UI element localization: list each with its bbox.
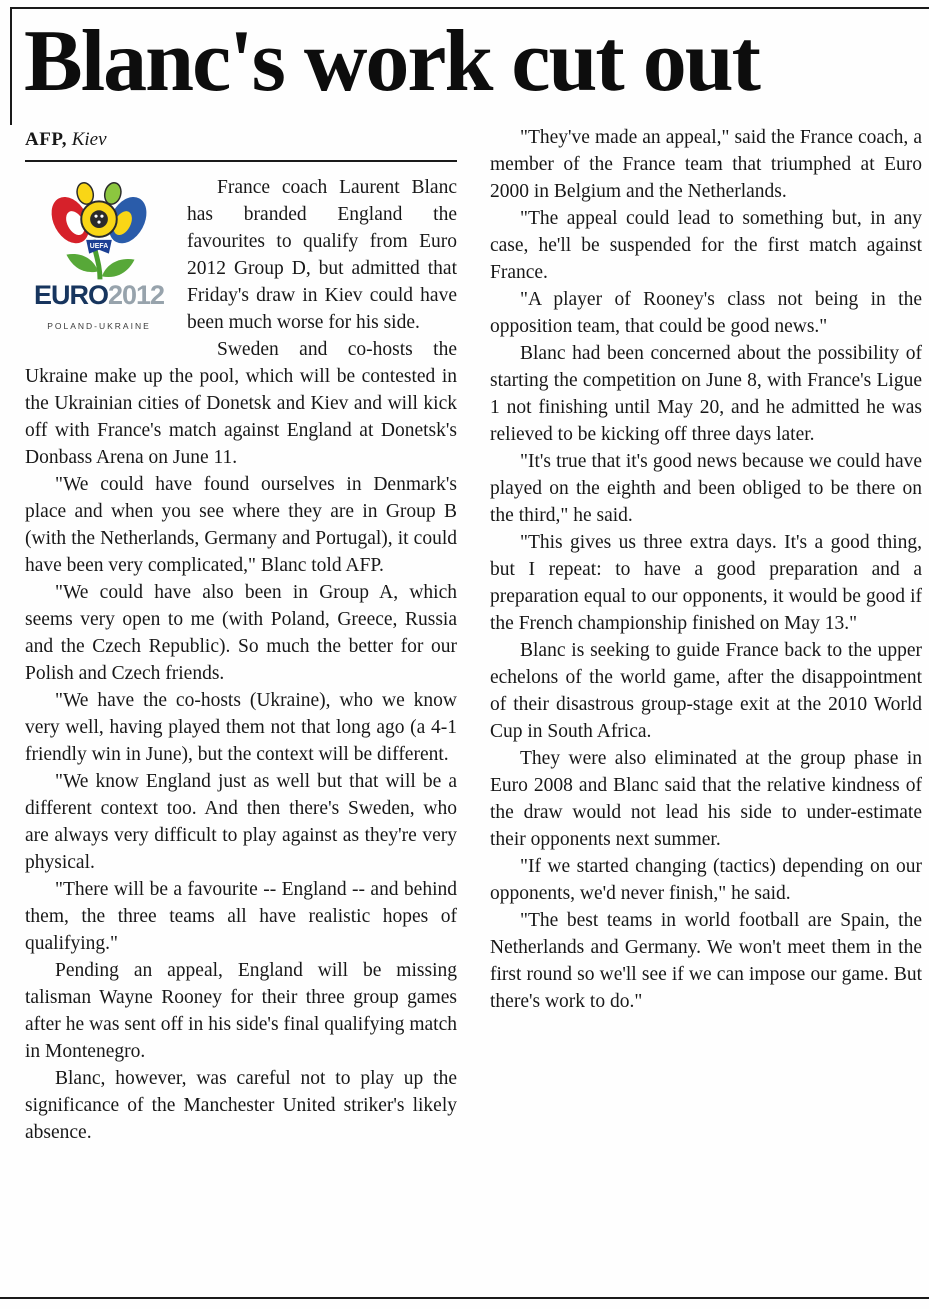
article-paragraph: "We could have also been in Group A, which seems very open to me (with Poland, Greece, Russia and the Czech Republic). So much the better for our Polish and Czech friends.: [25, 582, 457, 684]
article-paragraph: Sweden and co-hosts the Ukraine make up the pool, which will be contested in the Ukrainian cities of Donetsk and Kiev and will kick off with France's match against England at Donetsk's Donbass Arena on June 11.: [25, 339, 457, 468]
article-paragraph: France coach Laurent Blanc has branded England the favourites to qualify from Euro 2012 Group D, but admitted that Friday's draw in Kiev could have been much worse for his side.: [187, 177, 457, 333]
logo-wordmark: [25, 282, 173, 311]
left-divider: [10, 7, 12, 125]
column-left: [25, 124, 457, 1146]
logo-euro-text: EURO: [33, 280, 108, 310]
article-paragraph: "It's true that it's good news because we could have played on the eighth and been obliged to be there on the third," he said.: [490, 451, 922, 526]
article-paragraph: "The appeal could lead to something but, in any case, he'll be suspended for the first match against France.: [490, 208, 922, 283]
byline: [25, 124, 457, 152]
article-columns: [25, 124, 922, 1146]
headline: Blanc's work cut out: [24, 14, 759, 110]
article-paragraph: "They've made an appeal," said the France coach, a member of the France team that triumphed at Euro 2000 in Belgium and the Netherlands.: [490, 127, 922, 202]
article-paragraph: "We could have found ourselves in Denmark's place and when you see where they are in Group B (with the Netherlands, Germany and Portugal), it could have been very complicated," Blanc told AFP.: [25, 474, 457, 576]
top-divider: [10, 7, 929, 9]
logo-year-text: 2012: [107, 280, 165, 310]
article-paragraph: Blanc, however, was careful not to play up the significance of the Manchester United striker's likely absence.: [25, 1068, 457, 1143]
article-paragraph: "The best teams in world football are Spain, the Netherlands and Germany. We won't meet them in the first round so we'll see if we can impose our game. But there's work to do.": [490, 910, 922, 1012]
article-paragraph: "We know England just as well but that will be a different context too. And then there's Sweden, who are always very difficult to play against as they're very physical.: [25, 771, 457, 873]
article-paragraph: Pending an appeal, England will be missing talisman Wayne Rooney for their three group games after he was sent off in his side's final qualifying match in Montenegro.: [25, 960, 457, 1062]
article-paragraph: "We have the co-hosts (Ukraine), who we know very well, having played them not that long ago (a 4-1 friendly win in June), but the context will be different.: [25, 690, 457, 765]
uefa-label: UEFA: [89, 242, 109, 250]
article-paragraph: Blanc had been concerned about the possibility of starting the competition on June 8, with France's Ligue 1 not finishing until May 20, and he admitted he was relieved to be kicking off three days later.: [490, 343, 922, 445]
article-paragraph: Blanc is seeking to guide France back to the upper echelons of the world game, after the disappointment of their disastrous group-stage exit at the 2010 World Cup in South Africa.: [490, 640, 922, 742]
article-paragraph: They were also eliminated at the group phase in Euro 2008 and Blanc said that the relative kindness of the draw would not lead his side to under-estimate their opponents next summer.: [490, 748, 922, 850]
byline-divider: [25, 160, 457, 162]
column-right: [490, 124, 922, 1146]
byline-agency: AFP,: [25, 129, 67, 150]
article-paragraph: "There will be a favourite -- England -- and behind them, the three teams all have realistic hopes of qualifying.": [25, 879, 457, 954]
article-paragraph: "A player of Rooney's class not being in the opposition team, that could be good news.": [490, 289, 922, 337]
logo-subtitle: POLAND-UKRAINE: [47, 321, 151, 331]
bottom-divider: [0, 1297, 929, 1299]
euro-2012-flower-icon: [25, 178, 173, 282]
euro-2012-logo: [25, 178, 173, 340]
article-paragraph: "This gives us three extra days. It's a good thing, but I repeat: to have a good preparation and a preparation equal to our opponents, it would be good if the French championship finished on May 13.": [490, 532, 922, 634]
byline-location: Kiev: [71, 129, 107, 150]
article-paragraph: "If we started changing (tactics) depending on our opponents, we'd never finish," he said.: [490, 856, 922, 904]
